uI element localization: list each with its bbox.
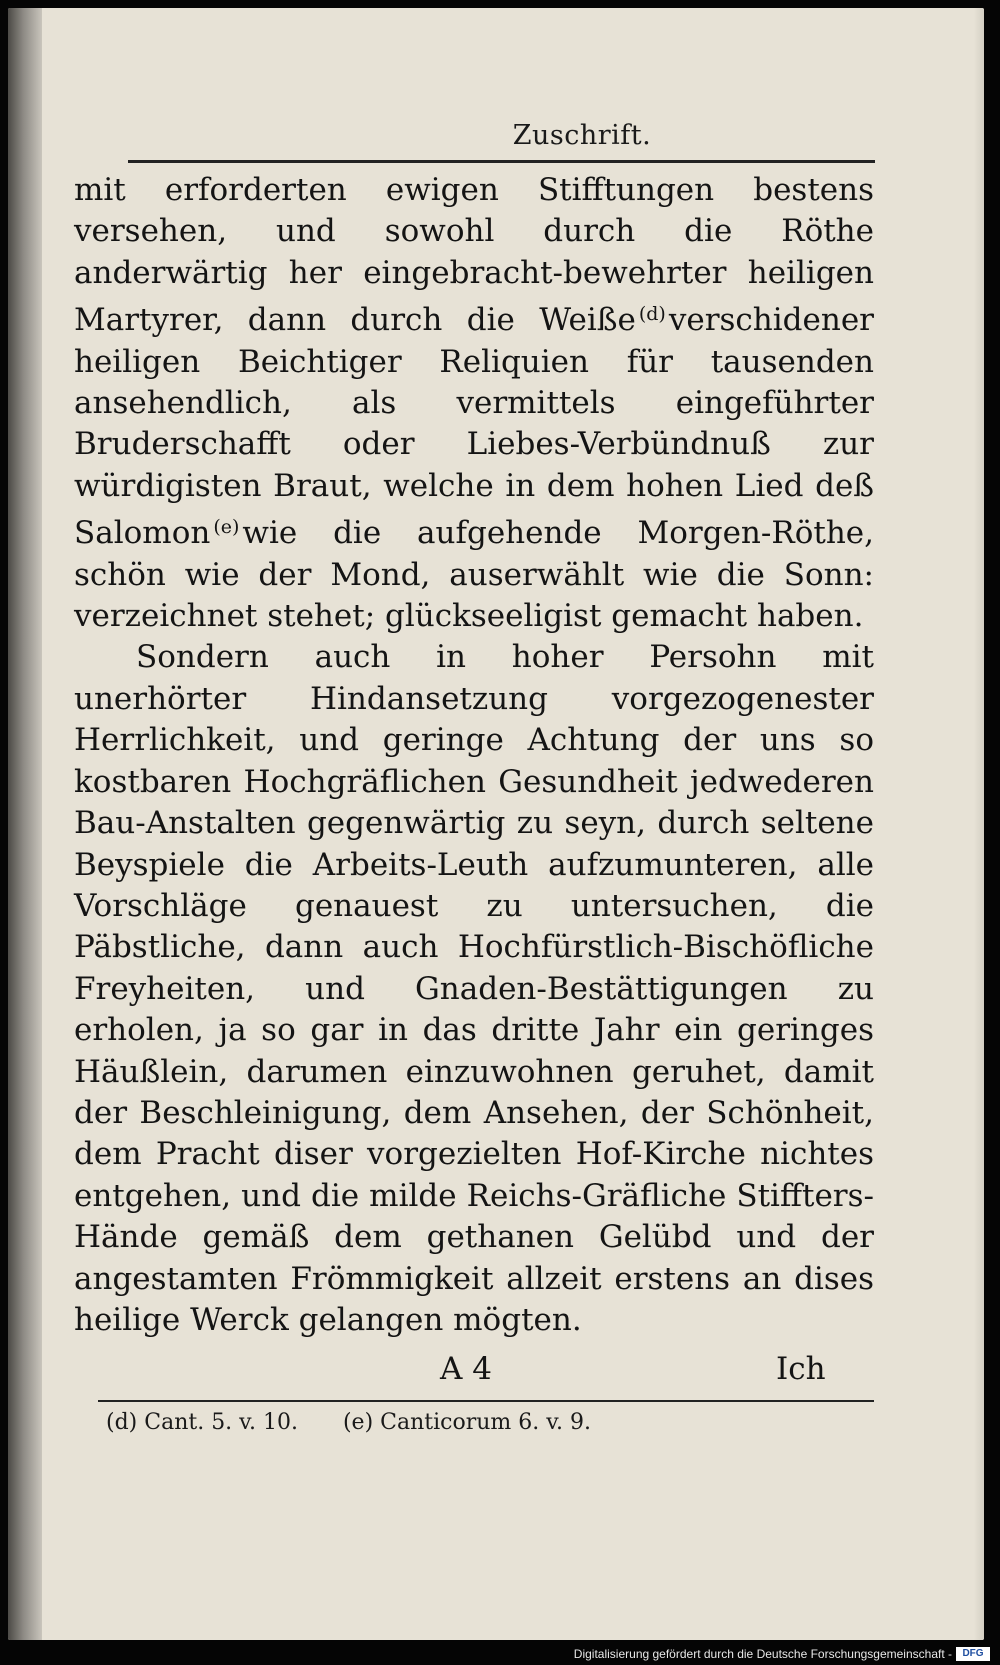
running-title: Zuschrift.	[512, 120, 652, 151]
paragraph-1-part-c: wie die aufgehende Morgen-Röthe, schön wie der Mond, auserwählt wie die Sonn: verzeichnet stehet; glückseeligist gemacht haben.	[74, 515, 874, 635]
footnote-ref-e: (e)	[213, 516, 240, 539]
catchword: Ich	[776, 1351, 826, 1387]
paragraph-1-part-a: mit erforderten ewigen Stifftungen bestens versehen, und sowohl durch die Röthe anderwärtig her eingebracht-bewehrter heiligen Martyrer, dann durch die Weiße	[74, 172, 874, 339]
footnote-ref-d: (d)	[638, 303, 666, 326]
main-text	[74, 170, 874, 1341]
paragraph-1	[74, 170, 874, 637]
catchline	[74, 1351, 874, 1391]
running-header	[8, 120, 984, 151]
digitization-notice: Digitalisierung gefördert durch die Deutsche Forschungsgemeinschaft -	[573, 1647, 952, 1661]
footnotes	[106, 1410, 629, 1435]
signature-mark: A 4	[440, 1351, 492, 1387]
footnote-e: (e) Canticorum 6. v. 9.	[342, 1410, 592, 1435]
paragraph-1-part-b: verschidener heiligen Beichtiger Reliquien für tausenden ansehendlich, als vermittels eingeführter Bruderschafft oder Liebes-Verbündnuß zur würdigisten Braut, welche in dem hohen Lied deß Salomon	[74, 302, 874, 552]
paragraph-2: Sondern auch in hoher Persohn mit unerhörter Hindansetzung vorgezogenester Herrlichkeit, und geringe Achtung der uns so kostbaren Hochgräflichen Gesundheit jedwederen Bau-Anstalten gegenwärtig zu seyn, durch seltene Beyspiele die Arbeits-Leuth aufzumunteren, alle Vorschläge genauest zu untersuchen, die Päbstliche, dann auch Hochfürstlich-Bischöfliche Freyheiten, und Gnaden-Bestättigungen zu erholen, ja so gar in das dritte Jahr ein geringes Häußlein, darumen einzuwohnen geruhet, damit der Beschleinigung, dem Ansehen, der Schönheit, dem Pracht diser vorgezielten Hof-Kirche nichtes entgehen, und die milde Reichs-Gräfliche Stiffters-Hände gemäß dem gethanen Gelübd und der angestamten Frömmigkeit allzeit erstens an dises heilige Werck gelangen mögten.	[74, 639, 874, 1338]
footnote-d: (d) Cant. 5. v. 10.	[106, 1410, 298, 1435]
book-page	[8, 8, 984, 1640]
header-rule	[128, 160, 875, 163]
book-binding	[8, 8, 42, 1640]
page-edge	[974, 8, 984, 1640]
dfg-logo: DFG	[956, 1647, 990, 1661]
footnote-rule	[98, 1400, 874, 1402]
